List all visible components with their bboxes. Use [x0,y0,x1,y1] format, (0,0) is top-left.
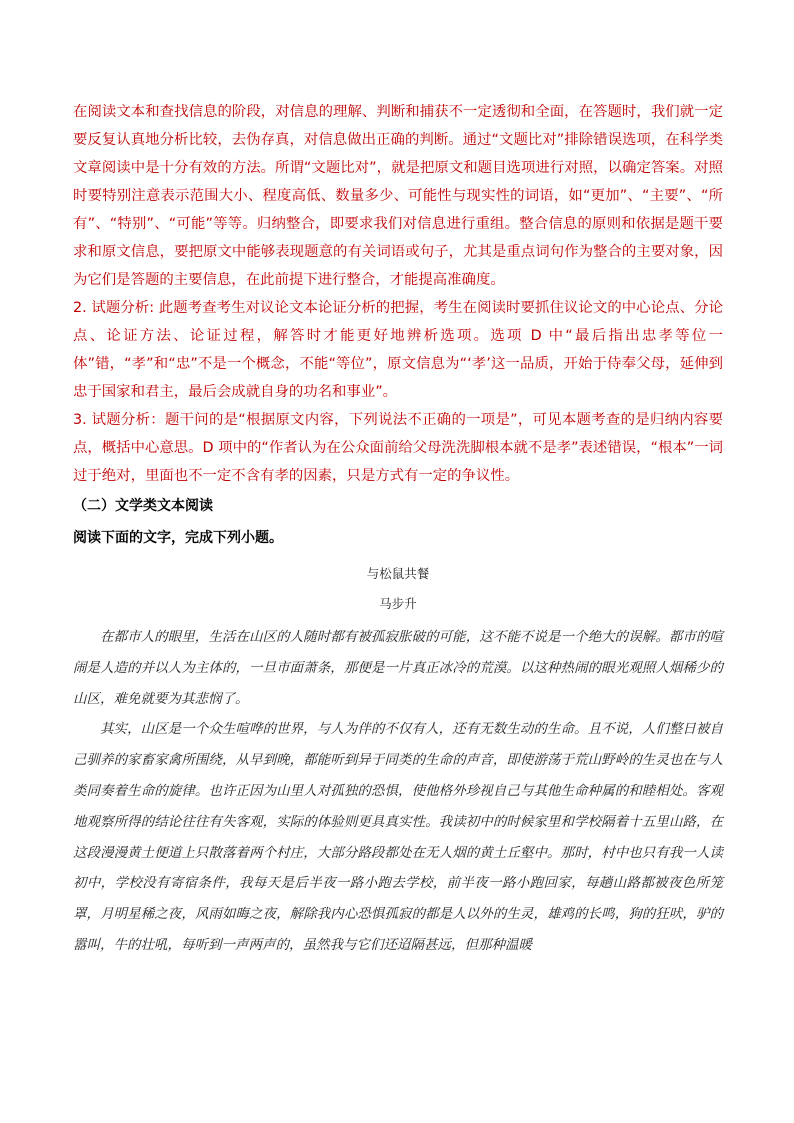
section-heading: （二）文学类文本阅读 [73,498,213,514]
essay-title: 与松鼠共餐 [366,566,430,581]
document-page [73,98,723,961]
analysis-paragraph-3: 3. 试题分析：题干问的是“根据原文内容，下列说法不正确的一项是”，可见本题考查的是归纳内容要点，概括中心意思。D 项中的“作者认为在公众面前给父母洗洗脚根本就不是孝”表述错误，“根本”一词过于绝对，里面也不一定不含有孝的因素，只是方式有一定的争议性。 [73,412,723,484]
analysis-paragraph-1: 在阅读文本和查找信息的阶段，对信息的理解、判断和捕获不一定透彻和全面，在答题时，我们就一定要反复认真地分析比较，去伪存真，对信息做出正确的判断。通过“文题比对”排除错误选项，在科学类文章阅读中是十分有效的方法。所谓“文题比对”，就是把原文和题目选项进行对照，以确定答案。对照时要特别注意表示范围大小、程度高低、数量多少、可能性与现实性的词语，如“更加”、“主要”、“所有”、“特别”、“可能”等等。归纳整合，即要求我们对信息进行重组。整合信息的原则和依据是题干要求和原文信息，要把原文中能够表现题意的有关词语或句子，尤其是重点词句作为整合的主要对象，因为它们是答题的主要信息，在此前提下进行整合，才能提高准确度。 [73,104,723,288]
analysis-paragraph-2: 2. 试题分析: 此题考查考生对议论文本论证分析的把握，考生在阅读时要抓住议论文的中心论点、分论点、论证方法、论证过程，解答时才能更好地辨析选项。选项 D 中“最后指出忠孝等位一体”错，“孝”和“忠”不是一个概念，不能“等位”，原文信息为“‘孝’这一品质，开始于侍奉父母，延伸到忠于国家和君主，最后会成就自身的功名和事业”。 [73,300,723,400]
essay-paragraph-2: 其实，山区是一个众生喧哗的世界，与人为伴的不仅有人，还有无数生动的生命。且不说，人们整日被自己驯养的家畜家禽所围绕，从早到晚，都能听到异于同类的生命的声音，即使游荡于荒山野岭的生灵也在与人类同奏着生命的旋律。也许正因为山里人对孤独的恐惧，使他格外珍视自己与其他生命种属的和睦相处。客观地观察所得的结论往往有失客观，实际的体验则更具真实性。我读初中的时候家里和学校隔着十五里山路，在这段漫漫黄土便道上只散落着两个村庄，大部分路段都处在无人烟的黄土丘壑中。那时，村中也只有我一人读初中，学校没有寄宿条件，我每天是后半夜一路小跑去学校，前半夜一路小跑回家，每趟山路都被夜色所笼罩，月明星稀之夜，风雨如晦之夜，解除我内心恐惧孤寂的都是人以外的生灵，雄鸡的长鸣，狗的狂吠，驴的嚣叫，牛的壮吼，每听到一声两声的，虽然我与它们还迢隔甚远，但那种温暖 [73,721,723,953]
essay-paragraph-1: 在都市人的眼里，生活在山区的人随时都有被孤寂胀破的可能，这不能不说是一个绝大的误解。都市的喧闹是人造的并以人为主体的，一旦市面萧条，那便是一片真正冰冷的荒漠。以这种热闹的眼光观照人烟稀少的山区，难免就要为其悲悯了。 [73,629,723,707]
essay-author: 马步升 [379,596,417,611]
reading-instruction: 阅读下面的文字，完成下列小题。 [73,530,283,546]
